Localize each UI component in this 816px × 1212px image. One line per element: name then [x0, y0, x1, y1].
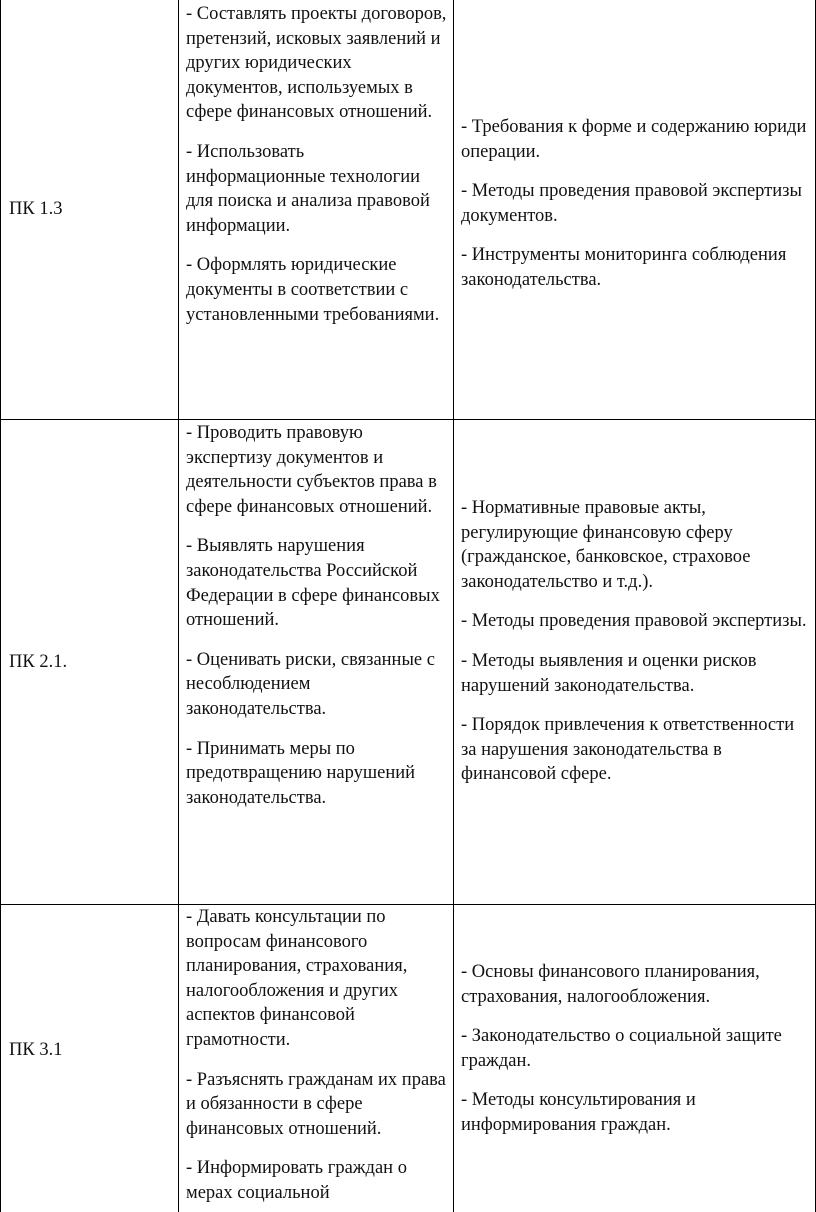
row-2-skills-cell — [186, 421, 448, 810]
column-divider-1 — [178, 0, 179, 1212]
competency-code: ПК 3.1 — [9, 1039, 63, 1060]
skill-item: - Проводить правовую экспертизу документов и деятельности субъектов права в сфере финансовых отношений. — [186, 423, 437, 517]
knowledge-item: - Законодательство о социальной защите граждан. — [461, 1026, 782, 1071]
skill-item: - Разъяснять гражданам их права и обязанности в сфере финансовых отношений. — [186, 1069, 446, 1139]
skill-item: - Давать консультации по вопросам финансового планирования, страхования, налогообложения и других аспектов финансовой грамотности. — [186, 907, 408, 1050]
table-border-left — [0, 0, 1, 1212]
skill-item: - Принимать меры по предотвращению нарушений законодательства. — [186, 738, 416, 808]
knowledge-item: - Основы финансового планирования, страхования, налогообложения. — [461, 962, 760, 1007]
skill-item: - Выявлять нарушения законодательства Российской Федерации в сфере финансовых отношений. — [186, 536, 440, 631]
skill-item: - Оформлять юридические документы в соответствии с установленными требованиями. — [186, 255, 440, 325]
knowledge-item: - Методы проведения правовой экспертизы. — [461, 611, 807, 632]
knowledge-item: - Нормативные правовые акты, регулирующие финансовую сферу (гражданское, банковское, страховое законодательство и т.д.). — [461, 498, 751, 592]
knowledge-item: - Методы проведения правовой экспертизы документов. — [461, 181, 802, 226]
row-2-code-cell — [9, 420, 169, 904]
row-3-skills-cell — [186, 905, 448, 1206]
row-1-code-cell — [9, 0, 169, 419]
knowledge-item: - Методы консультирования и информирования граждан. — [461, 1090, 696, 1135]
competency-code: ПК 2.1. — [9, 651, 68, 672]
skill-item: - Информировать граждан о мерах социальной — [186, 1158, 407, 1203]
row-3-knowledge-cell — [461, 960, 811, 1138]
competency-code: ПК 1.3 — [9, 199, 63, 220]
row-2-knowledge-cell — [461, 496, 811, 787]
knowledge-item: - Порядок привлечения к ответственности за нарушения законодательства в финансовой сфере. — [461, 715, 795, 785]
knowledge-item: - Инструменты мониторинга соблюдения законодательства. — [461, 245, 787, 290]
row-1-skills-cell — [186, 2, 448, 327]
skill-item: - Использовать информационные технологии для поиска и анализа правовой информации. — [186, 141, 430, 236]
row-1-knowledge-cell — [461, 115, 811, 293]
knowledge-item: - Требования к форме и содержанию юриди операции. — [461, 117, 807, 162]
column-divider-2 — [453, 0, 454, 1212]
row-3-code-cell — [9, 905, 169, 1195]
skill-item: - Составлять проекты договоров, претензий, исковых заявлений и других юридических документов, используемых в сфере финансовых отношений. — [186, 4, 447, 123]
skill-item: - Оценивать риски, связанные с несоблюдением законодательства. — [186, 649, 435, 719]
knowledge-item: - Методы выявления и оценки рисков нарушений законодательства. — [461, 650, 757, 696]
